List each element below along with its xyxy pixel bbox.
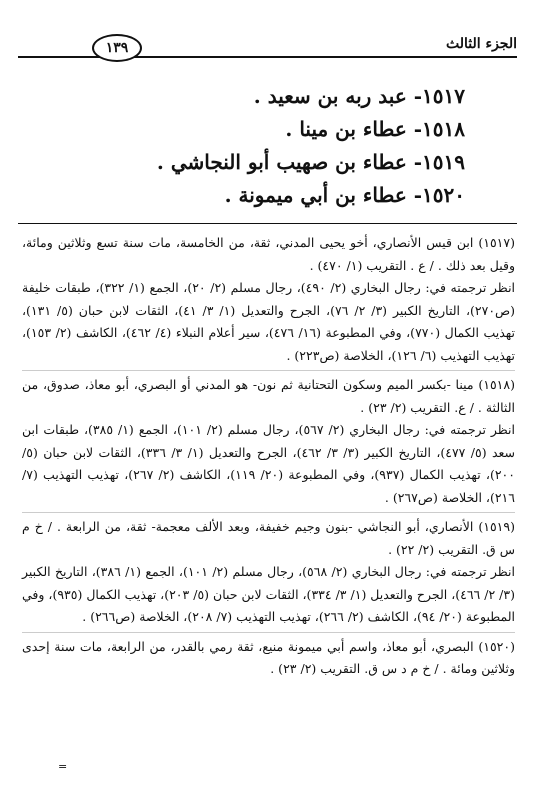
header-rule [18, 56, 517, 58]
footnote [22, 370, 515, 509]
continuation-mark: = [58, 760, 68, 773]
page-header [0, 0, 535, 62]
footnote-text: (١٥١٩) الأنصاري، أبو النجاشي -بنون وجيم خفيفة، وبعد الألف معجمة- ثقة، من الرابعة . / خ م س ق. التقريب (٢/ ٢٢) . [22, 519, 515, 557]
footnote-divider [18, 223, 517, 224]
page-number: ١٣٩ [92, 34, 142, 62]
footnote [22, 632, 515, 681]
entry-name: ١٥١٩- عطاء بن صهيب أبو النجاشي . [156, 150, 465, 174]
footnote [22, 512, 515, 629]
entry-names [85, 80, 465, 212]
entry-name: ١٥١٧- عبد ربه بن سعيد . [253, 84, 465, 108]
footnotes [22, 232, 515, 681]
footnote-text: (١٥١٨) مينا -بكسر الميم وسكون التحتانية ثم نون- هو المدني أو البصري، أبو معاذ، صدوق، من الثالثة . / ع. التقريب (٢/ ٢٣) . [22, 377, 515, 415]
entry-name: ١٥٢٠- عطاء بن أبي ميمونة . [224, 183, 465, 207]
footnote [22, 232, 515, 367]
entry-name: ١٥١٨- عطاء بن مينا . [285, 117, 465, 141]
footnote-references: انظر ترجمته في: رجال البخاري (٢/ ٥٦٨)، رجال مسلم (٢/ ١٠١)، الجمع (١/ ٣٨٦)، التاريخ الكبير (٣/ ٢/ ٤٦٦)، الجرح والتعديل (١/ ٣/ ٣٣٤)، الثقات لابن حبان (٥/ ٢٠٣)، تهذيب الكمال (٩٣٥)، وفي المطبوعة (٢٠/ ٩٤)، الكاشف (٢/ ٢٦٦)، تهذيب التهذيب (٧/ ٢٠٨)، الخلاصة (ص٢٦٦) . [22, 564, 516, 624]
footnote-references: انظر ترجمته في: رجال البخاري (٢/ ٤٩٠)، رجال مسلم (٢/ ٢٠)، الجمع (١/ ٣٢٢)، طبقات خليفة (ص٢٧٠)، التاريخ الكبير (٣/ ٢/ ٧٦)، الجرح والتعديل (١/ ٣/ ٤١)، الثقات لابن حبان (٥/ ١٣١)، تهذيب الكمال (٧٧٠)، وفي المطبوعة (١٦/ ٤٧٦)، سير أعلام النبلاء (٤/ ٤٦٢)، الكاشف (٢/ ١٥٣)، تهذيب التهذيب (٦/ ١٢٦)، الخلاصة (ص٢٢٣) . [22, 280, 516, 363]
footnote-references: انظر ترجمته في: رجال البخاري (٢/ ٥٦٧)، رجال مسلم (٢/ ١٠١)، الجمع (١/ ٣٨٥)، طبقات ابن سعد (٥/ ٤٧٧)، التاريخ الكبير (٣/ ٣/ ٤٦٢)، الجرح والتعديل (١/ ٣/ ٣٣٦)، الثقات لابن حبان (٥/ ٢٠٠)، تهذيب الكمال (٩٣٧)، وفي المطبوعة (٢٠/ ١١٩)، الكاشف (٢/ ٢٦٧)، تهذيب التهذيب (٧/ ٢١٦)، الخلاصة (ص٢٦٧) . [22, 422, 516, 505]
footnote-text: (١٥٢٠) البصري، أبو معاذ، واسم أبي ميمونة منيع، ثقة رمي بالقدر، من الرابعة، مات سنة إحدى وثلاثين ومائة . / خ م د س ق. التقريب (٢/ ٢٣) . [22, 638, 515, 676]
running-title: الجزء الثالث [445, 36, 517, 52]
footnote-text: (١٥١٧) ابن قيس الأنصاري، أخو يحيى المدني، ثقة، من الخامسة، مات سنة تسع وثلاثين ومائة، وقيل بعد ذلك . / ع . التقريب (١/ ٤٧٠) . [22, 235, 515, 273]
